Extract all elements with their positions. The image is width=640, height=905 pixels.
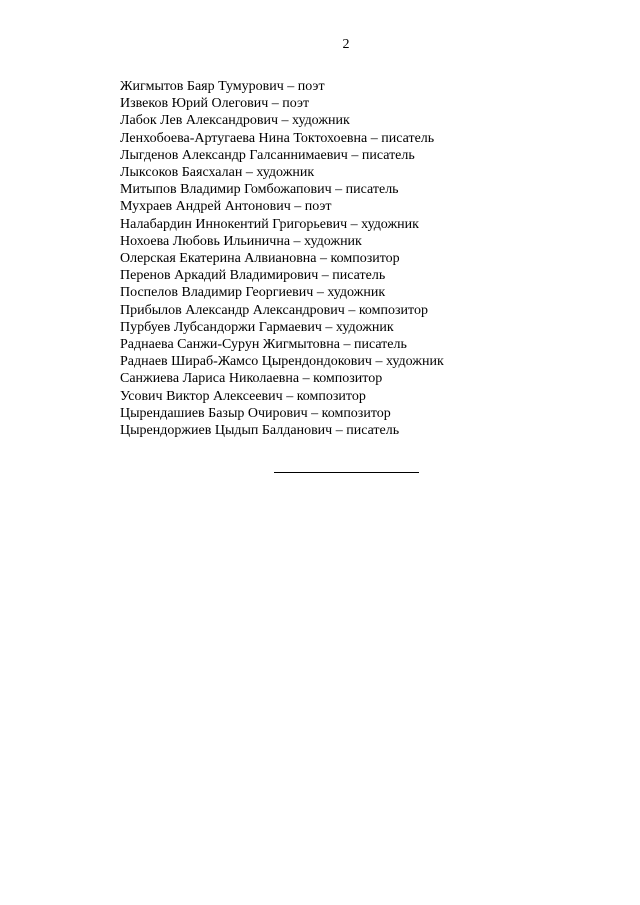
list-item: Жигмытов Баяр Тумурович – поэт [120, 79, 325, 94]
list-item: Санжиева Лариса Николаевна – композитор [120, 371, 383, 387]
end-divider [274, 472, 419, 473]
list-item: Цырендоржиев Цыдып Балданович – писатель [120, 423, 400, 439]
name-list [120, 78, 444, 439]
list-item: Перенов Аркадий Владимирович – писатель [120, 268, 386, 284]
list-item: Усович Виктор Алексеевич – композитор [120, 388, 366, 404]
list-item: Лыксоков Баясхалан – художник [120, 165, 315, 181]
list-item: Раднаева Санжи-Сурун Жигмытовна – писатель [120, 337, 407, 353]
list-item: Мухраев Андрей Антонович – поэт [120, 199, 332, 215]
list-item: Раднаев Шираб-Жамсо Цырендондокович – художник [120, 354, 444, 370]
list-item: Прибылов Александр Александрович – композитор [120, 302, 428, 318]
list-item: Митыпов Владимир Гомбожапович – писатель [120, 182, 399, 198]
list-item: Пурбуев Лубсандоржи Гармаевич – художник [120, 319, 394, 335]
list-item: Нохоева Любовь Ильинична – художник [120, 233, 362, 249]
list-item: Поспелов Владимир Георгиевич – художник [120, 285, 386, 301]
list-item: Лыгденов Александр Галсаннимаевич – писатель [120, 147, 415, 163]
list-item: Олерская Екатерина Алвиановна – композитор [120, 251, 400, 267]
list-item: Цырендашиев Базыр Очирович – композитор [120, 405, 391, 421]
list-item: Извеков Юрий Олегович – поэт [120, 96, 310, 112]
list-item: Налабардин Иннокентий Григорьевич – художник [120, 216, 419, 232]
list-item: Ленхобоева-Артугаева Нина Токтохоевна – писатель [120, 130, 435, 146]
list-item: Лабок Лев Александрович – художник [120, 113, 350, 129]
page-number: 2 [342, 37, 350, 52]
